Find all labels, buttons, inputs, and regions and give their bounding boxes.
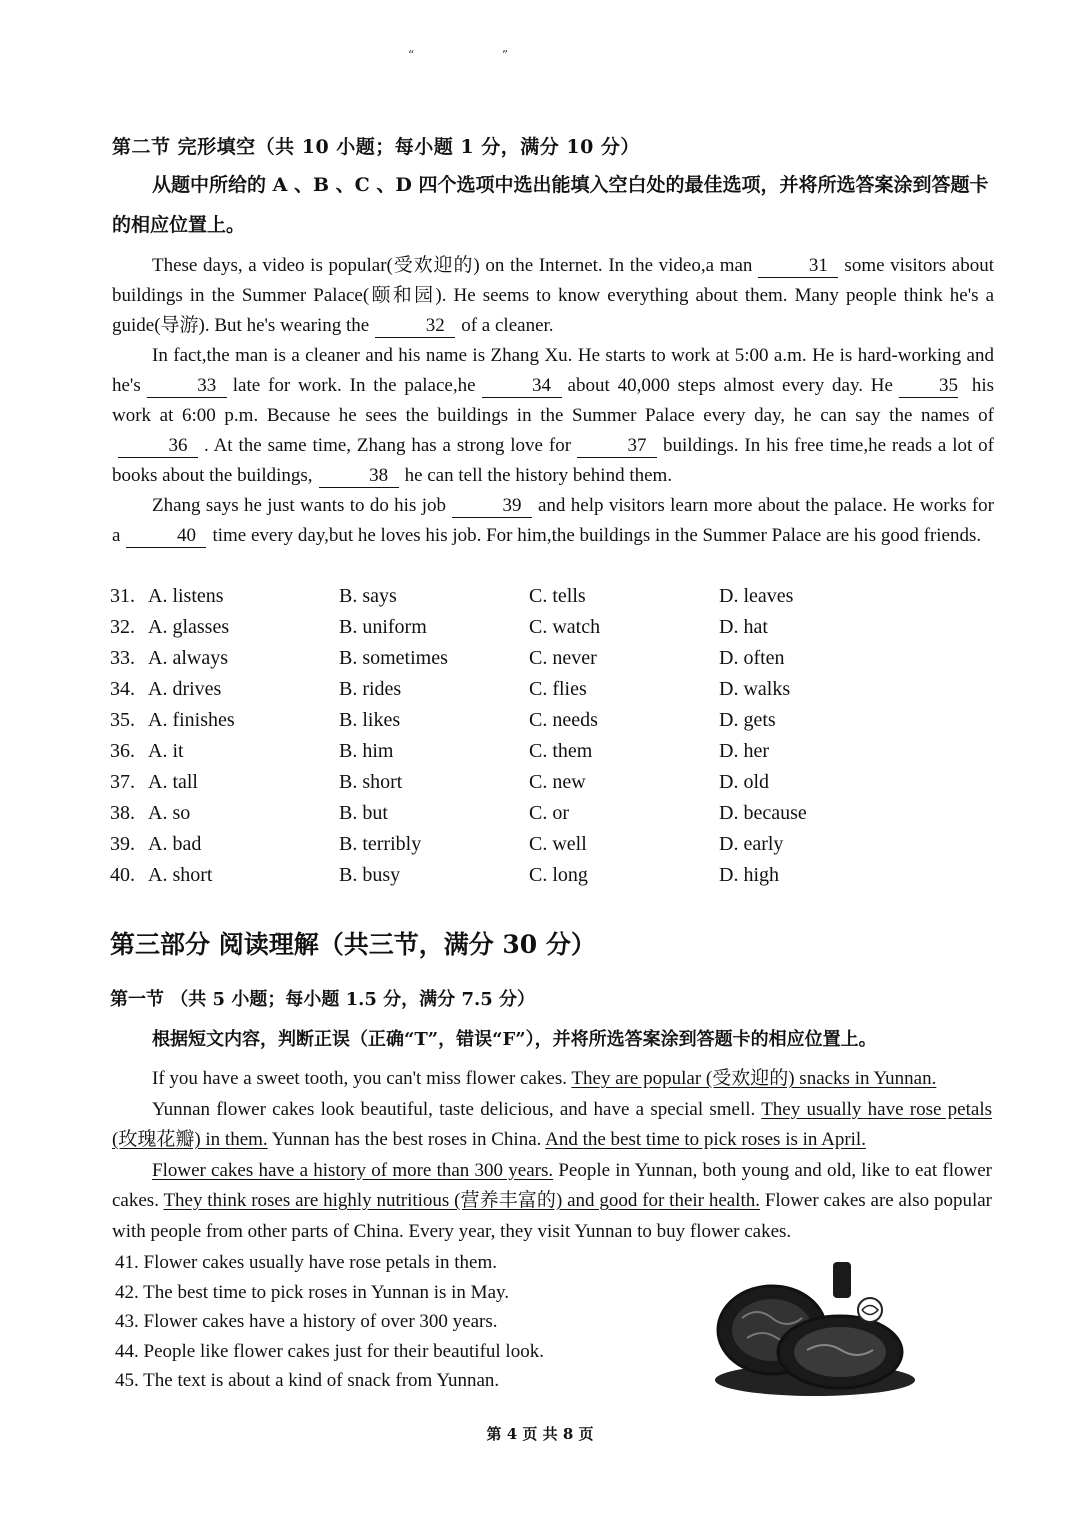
blank-37: 37 xyxy=(577,435,657,458)
flower-cake-illustration xyxy=(712,1258,918,1400)
option-row: 32. A. glasses B. uniform C. watch D. hat xyxy=(110,616,768,638)
reading-paragraph: Yunnan flower cakes look beautiful, taste delicious, and have a special smell. They usually have rose petals (玫瑰花瓣) in them. Yunnan has the best roses in China. And the best time to pick roses is in April. xyxy=(112,1098,992,1150)
blank-32: 32 xyxy=(375,315,455,338)
options-list xyxy=(110,581,879,891)
option-row: 35. A. finishes B. likes C. needs D. gets xyxy=(110,709,776,731)
statement-item: 41. Flower cakes usually have rose petals in them. xyxy=(115,1252,498,1273)
blank-31: 31 xyxy=(758,255,838,278)
reading-paragraph: If you have a sweet tooth, you can't miss flower cakes. They are popular (受欢迎的) snacks in Yunnan. xyxy=(152,1068,937,1089)
statement-item: 43. Flower cakes have a history of over 300 years. xyxy=(115,1311,498,1333)
blank-35: 35 xyxy=(899,375,958,398)
section2-instruction: 从题中所给的 A 、B 、C 、D 四个选项中选出能填入空白处的最佳选项，并将所选答案涂到答题卡的相应位置上。 xyxy=(112,174,989,236)
blank-36: 36 xyxy=(118,435,198,458)
statements-list xyxy=(115,1248,544,1396)
option-row: 34. A. drives B. rides C. flies D. walks xyxy=(110,678,791,700)
blank-34: 34 xyxy=(482,375,562,398)
page-footer: 第 4 页 共 8 页 xyxy=(486,1425,594,1443)
blank-38: 38 xyxy=(319,465,399,488)
blank-33: 33 xyxy=(147,375,227,398)
cloze-paragraph: These days, a video is popular(受欢迎的) on the Internet. In the video,a man 31 some visitors about buildings in the Summer Palace(颐和园). He seems to know everything about them. Many people think he's a guide(导游). But he's wearing the 32 of a cleaner. xyxy=(112,255,994,336)
option-row: 33. A. always B. sometimes C. never D. often xyxy=(110,647,785,669)
statement-item: 45. The text is about a kind of snack from Yunnan. xyxy=(115,1370,500,1392)
option-row: 36. A. it B. him C. them D. her xyxy=(110,740,769,762)
statement-item: 42. The best time to pick roses in Yunnan is in May. xyxy=(115,1281,510,1303)
cake-right-filling xyxy=(794,1327,886,1377)
option-row: 31. A. listens B. says C. tells D. leaves xyxy=(110,585,794,607)
stamp-block xyxy=(833,1262,851,1298)
cloze-paragraph: Zhang says he just wants to do his job 39 and help visitors learn more about the palace. He works for a 40 time every day,but he loves his job. For him,the buildings in the Summer Palace are his good friends. xyxy=(112,495,995,546)
open-quote-mark: “ xyxy=(408,48,415,62)
section2-heading: 第二节 完形填空（共 10 小题；每小题 1 分，满分 10 分） xyxy=(112,136,640,158)
header-marks xyxy=(408,48,508,62)
statement-item: 44. People like flower cakes just for their beautiful look. xyxy=(115,1340,544,1362)
option-row: 39. A. bad B. terribly C. well D. early xyxy=(110,833,784,855)
part3-sub-heading: 第一节 （共 5 小题；每小题 1.5 分，满分 7.5 分） xyxy=(110,989,536,1010)
reading-paragraph: Flower cakes have a history of more than 300 years. People in Yunnan, both young and old, like to eat flower cakes. They think roses are highly nutritious (营养丰富的) and good for their health. Flower cakes are also popular with people from other parts of China. Every year, they visit Yunnan to buy flower cakes. xyxy=(112,1159,993,1242)
part3-instruction: 根据短文内容，判断正误（正确“T”，错误“F”），并将所选答案涂到答题卡的相应位置上。 xyxy=(152,1029,877,1050)
reading-passage xyxy=(112,1064,992,1247)
cloze-paragraph: In fact,the man is a cleaner and his name is Zhang Xu. He starts to work at 5:00 a.m. He is hard-working and he's 33 late for work. In the palace,he 34 about 40,000 steps almost every day. He 35 his work at 6:00 p.m. Because he sees the buildings in the Summer Palace every day, he can say the names of36 . At the same time, Zhang has a strong love for 37 buildings. In his free time,he reads a lot of books about the buildings, 38 he can tell the history behind them. xyxy=(112,345,995,486)
option-row: 37. A. tall B. short C. new D. old xyxy=(110,771,769,793)
close-quote-mark: ” xyxy=(501,48,508,62)
part3-heading: 第三部分 阅读理解（共三节，满分 30 分） xyxy=(110,930,596,959)
option-row: 38. A. so B. but C. or D. because xyxy=(110,802,807,824)
blank-39: 39 xyxy=(452,495,532,518)
blank-40: 40 xyxy=(126,525,206,548)
option-row: 40. A. short B. busy C. long D. high xyxy=(110,864,779,886)
cloze-passage xyxy=(112,251,994,551)
